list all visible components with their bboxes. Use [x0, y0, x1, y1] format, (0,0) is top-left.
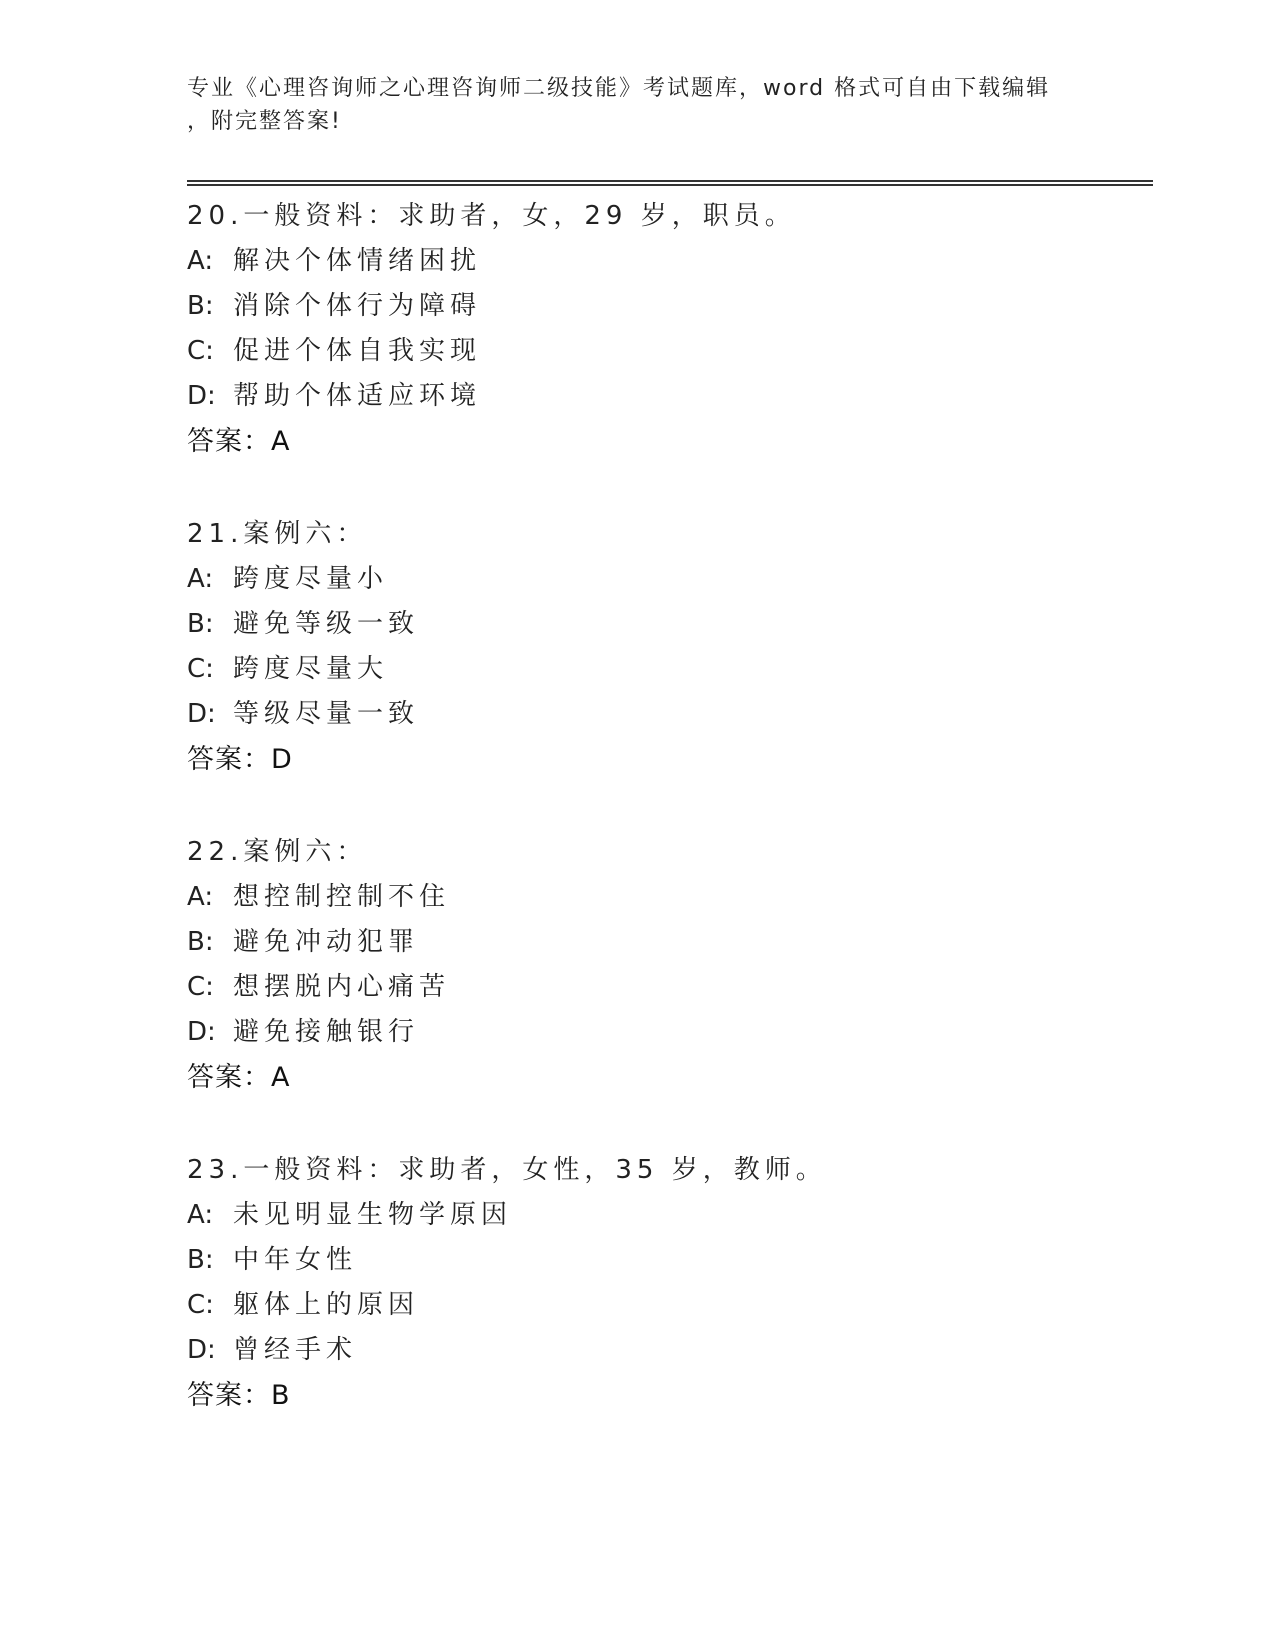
option-a [187, 557, 1147, 602]
option-d [187, 1010, 1147, 1055]
option-text: 跨度尽量小 [233, 564, 389, 594]
option-letter: C: [187, 1290, 214, 1320]
option-text: 中年女性 [233, 1245, 358, 1275]
question-list [187, 193, 1147, 1465]
question-21 [187, 511, 1147, 783]
question-23 [187, 1147, 1147, 1419]
option-b [187, 602, 1147, 647]
option-letter: A: [187, 246, 214, 276]
option-letter: A: [187, 1200, 214, 1230]
option-letter: A: [187, 564, 214, 594]
option-letter: B: [187, 291, 214, 321]
question-stem: 22.案例六： [187, 837, 368, 867]
option-c [187, 329, 1147, 374]
option-text: 想控制控制不住 [233, 882, 451, 912]
question-20 [187, 193, 1147, 465]
option-d [187, 692, 1147, 737]
option-b [187, 920, 1147, 965]
double-rule-divider [187, 180, 1153, 186]
option-d [187, 1328, 1147, 1373]
answer-line: 答案：D [187, 744, 293, 775]
option-letter: C: [187, 654, 214, 684]
option-text: 跨度尽量大 [233, 654, 389, 684]
option-a [187, 1193, 1147, 1238]
option-a [187, 875, 1147, 920]
question-22 [187, 829, 1147, 1101]
option-d [187, 374, 1147, 419]
option-c [187, 1283, 1147, 1328]
answer-line: 答案：A [187, 426, 291, 457]
header-line-1: 专业《心理咨询师之心理咨询师二级技能》考试题库，word 格式可自由下载编辑 [187, 76, 1051, 101]
header-line-2: ，附完整答案! [187, 109, 342, 134]
option-a [187, 239, 1147, 284]
answer-line: 答案：A [187, 1062, 291, 1093]
option-text: 等级尽量一致 [233, 699, 420, 729]
option-c [187, 647, 1147, 692]
option-letter: C: [187, 336, 214, 366]
question-stem: 21.案例六： [187, 519, 368, 549]
option-text: 避免等级一致 [233, 609, 420, 639]
option-b [187, 1238, 1147, 1283]
option-text: 避免接触银行 [233, 1017, 420, 1047]
option-letter: D: [187, 1017, 216, 1047]
option-b [187, 284, 1147, 329]
option-letter: A: [187, 882, 214, 912]
document-header [187, 72, 1087, 138]
option-text: 避免冲动犯罪 [233, 927, 420, 957]
option-c [187, 965, 1147, 1010]
option-letter: D: [187, 381, 216, 411]
option-letter: B: [187, 609, 214, 639]
answer-line: 答案：B [187, 1380, 291, 1411]
question-stem: 20.一般资料：求助者，女，29 岁，职员。 [187, 201, 796, 231]
option-letter: D: [187, 1335, 216, 1365]
option-letter: B: [187, 1245, 214, 1275]
question-stem: 23.一般资料：求助者，女性，35 岁，教师。 [187, 1155, 827, 1185]
option-text: 躯体上的原因 [233, 1290, 420, 1320]
option-letter: D: [187, 699, 216, 729]
option-text: 解决个体情绪困扰 [233, 246, 482, 276]
option-text: 曾经手术 [233, 1335, 358, 1365]
option-text: 帮助个体适应环境 [233, 381, 482, 411]
option-text: 促进个体自我实现 [233, 336, 482, 366]
option-text: 想摆脱内心痛苦 [233, 972, 451, 1002]
option-text: 未见明显生物学原因 [233, 1200, 513, 1230]
option-letter: C: [187, 972, 214, 1002]
option-text: 消除个体行为障碍 [233, 291, 482, 321]
option-letter: B: [187, 927, 214, 957]
